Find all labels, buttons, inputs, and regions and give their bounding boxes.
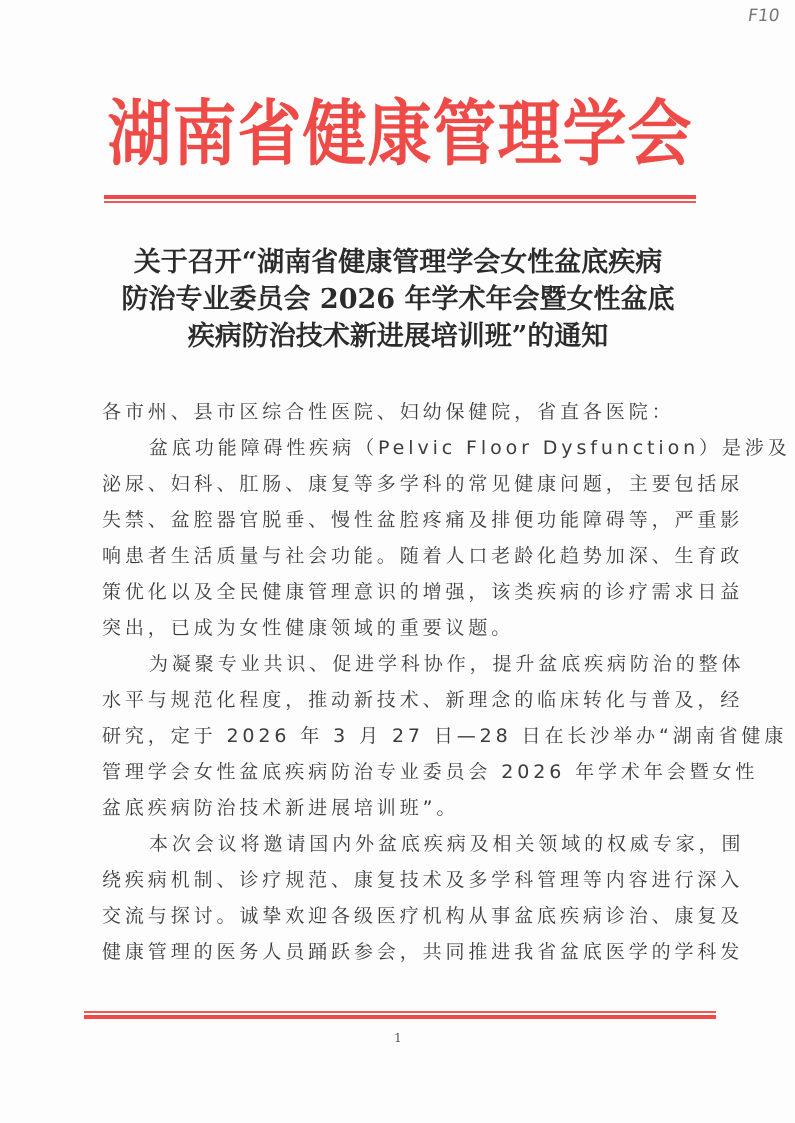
paragraph-line: 策优化以及全民健康管理意识的增强，该类疾病的诊疗需求日益 (102, 581, 744, 603)
paragraph-line: 管理学会女性盆底疾病防治专业委员会 2026 年学术年会暨女性 (102, 761, 759, 783)
paragraph-line: 为凝聚专业共识、促进学科协作，提升盆底疾病防治的整体 (149, 653, 745, 675)
paragraph-line: 健康管理的医务人员踊跃参会，共同推进我省盆底医学的学科发 (102, 941, 744, 963)
rule-thick-line (84, 1015, 716, 1019)
paragraph-line: 本次会议将邀请国内外盆底疾病及相关领域的权威专家，围 (149, 833, 745, 855)
salutation: 各市州、县市区综合性医院、妇幼保健院，省直各医院： (102, 401, 675, 423)
paragraph-line: 交流与探讨。诚挚欢迎各级医疗机构从事盆底疾病诊治、康复及 (102, 905, 744, 927)
paragraph-line: 绕疾病机制、诊疗规范、康复技术及多学科管理等内容进行深入 (102, 869, 744, 891)
title-line: 关于召开“湖南省健康管理学会女性盆底疾病 (133, 247, 663, 278)
paragraph-background (102, 430, 791, 646)
handwritten-annotation: F10 (746, 6, 781, 26)
organization-masthead: 湖南省健康管理学会 (107, 92, 693, 177)
paragraph-line: 盆底疾病防治技术新进展培训班”。 (102, 797, 460, 819)
page-number: 1 (394, 1031, 402, 1045)
header-double-rule (104, 195, 696, 203)
paragraph-line: 失禁、盆腔器官脱垂、慢性盆腔疼痛及排便功能障碍等，严重影 (102, 509, 744, 531)
paragraph-line: 泌尿、妇科、肛肠、康复等多学科的常见健康问题，主要包括尿 (102, 473, 744, 495)
paragraph-line: 水平与规范化程度，推动新技术、新理念的临床转化与普及，经 (102, 689, 744, 711)
paragraph-line: 响患者生活质量与社会功能。随着人口老龄化趋势加深、生育政 (102, 545, 744, 567)
title-line: 防治专业委员会 2026 年学术年会暨女性盆底 (121, 284, 675, 315)
title-line: 疾病防治技术新进展培训班”的通知 (187, 321, 609, 352)
notice-title (96, 244, 700, 355)
notice-body (102, 394, 791, 970)
footer-double-rule (84, 1011, 716, 1019)
paragraph-line: 研究，定于 2026 年 3 月 27 日—28 日在长沙举办“湖南省健康 (102, 725, 788, 747)
rule-thin-line (104, 201, 696, 203)
paragraph-purpose (102, 646, 788, 826)
paragraph-line: 盆底功能障碍性疾病（Pelvic Floor Dysfunction）是涉及 (149, 437, 791, 459)
paragraph-line: 突出，已成为女性健康领域的重要议题。 (102, 617, 515, 639)
paragraph-invitation (102, 826, 745, 970)
